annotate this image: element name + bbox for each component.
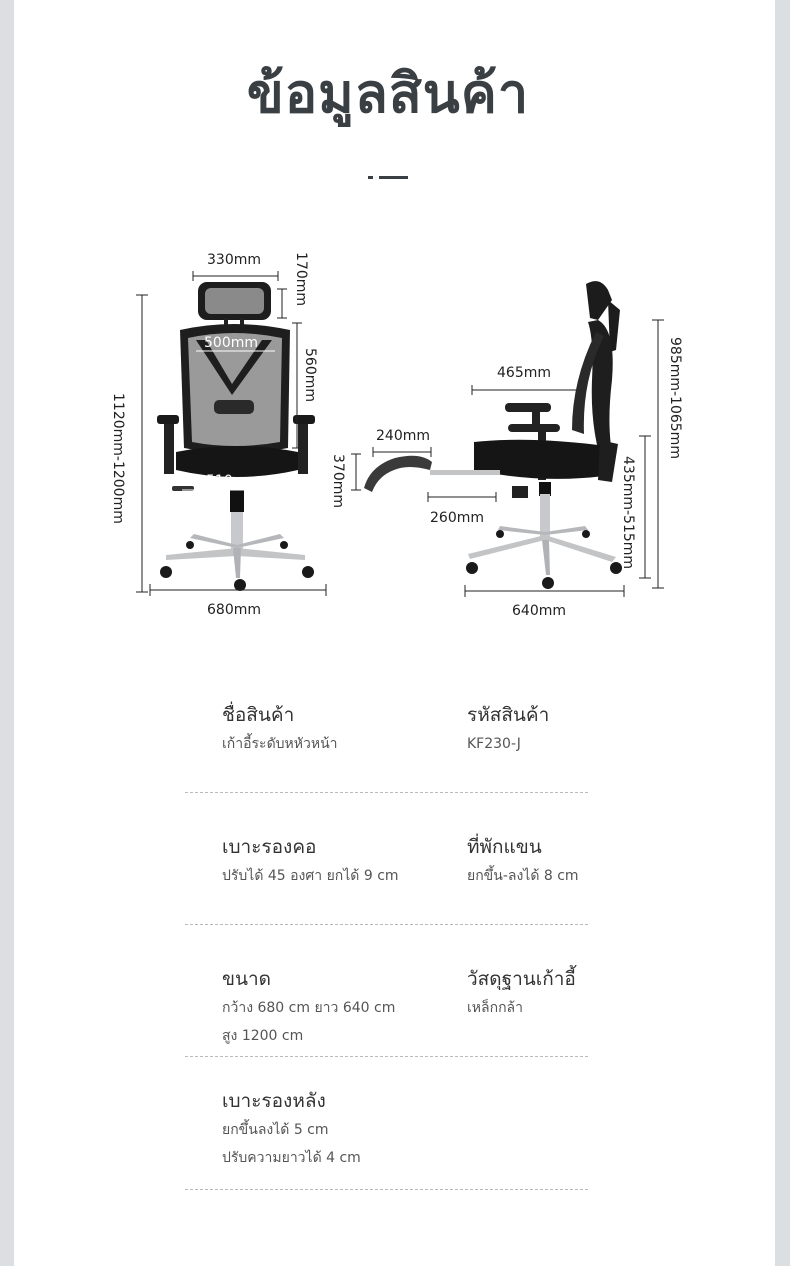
back-width-label: 500mm	[204, 335, 258, 351]
headrest-width-label: 330mm	[207, 252, 261, 268]
spec-label-base-material: วัสดุฐานเก้าอี้	[467, 968, 576, 990]
footrest-width-label: 240mm	[376, 428, 430, 444]
spec-value-backrest-line2: ปรับความยาวได้ 4 cm	[222, 1150, 361, 1166]
spec-label-headrest: เบาะรองคอ	[222, 836, 317, 858]
spec-value-size-line1: กว้าง 680 cm ยาว 640 cm	[222, 1000, 396, 1016]
spec-label-armrest: ที่พักแขน	[467, 836, 542, 858]
spec-value-armrest: ยกขึ้น-ลงได้ 8 cm	[467, 868, 579, 884]
seat-height-range-label: 435mm-515mm	[620, 456, 636, 570]
spec-label-size: ขนาด	[222, 968, 271, 990]
spec-label-product-code: รหัสสินค้า	[467, 704, 550, 726]
spec-value-product-code: KF230-J	[467, 736, 521, 752]
base-width-label: 680mm	[207, 602, 261, 618]
footrest-height-label: 370mm	[330, 454, 346, 508]
spec-value-headrest: ปรับได้ 45 องศา ยกได้ 9 cm	[222, 868, 399, 884]
seat-depth-label: 465mm	[497, 365, 551, 381]
spec-value-size-line2: สูง 1200 cm	[222, 1028, 304, 1044]
spec-divider	[185, 1189, 588, 1190]
spec-value-backrest-line1: ยกขึ้นลงได้ 5 cm	[222, 1122, 329, 1138]
spec-value-product-name: เก้าอี้ระดับหหัวหน้า	[222, 736, 338, 752]
headrest-height-label: 170mm	[293, 252, 309, 306]
footrest-extension-label: 260mm	[430, 510, 484, 526]
seat-width-label: 510mm	[206, 473, 260, 489]
total-height-label: 1120mm-1200mm	[110, 393, 126, 524]
spec-label-backrest: เบาะรองหลัง	[222, 1090, 326, 1112]
spec-label-product-name: ชื่อสินค้า	[222, 704, 295, 726]
spec-divider	[185, 792, 588, 793]
chair-dimension-diagram	[0, 240, 790, 620]
title-divider-line	[379, 176, 408, 179]
spec-value-base-material: เหล็กกล้า	[467, 1000, 523, 1016]
spec-divider	[185, 1056, 588, 1057]
back-height-label: 560mm	[302, 348, 318, 402]
spec-divider	[185, 924, 588, 925]
page-background	[14, 0, 775, 1266]
back-height-range-label: 985mm-1065mm	[667, 337, 683, 459]
title-divider-dot	[368, 176, 373, 179]
base-depth-label: 640mm	[512, 603, 566, 619]
front-chair-illustration	[157, 282, 315, 591]
page-title: ข้อมูลสินค้า	[246, 62, 530, 125]
